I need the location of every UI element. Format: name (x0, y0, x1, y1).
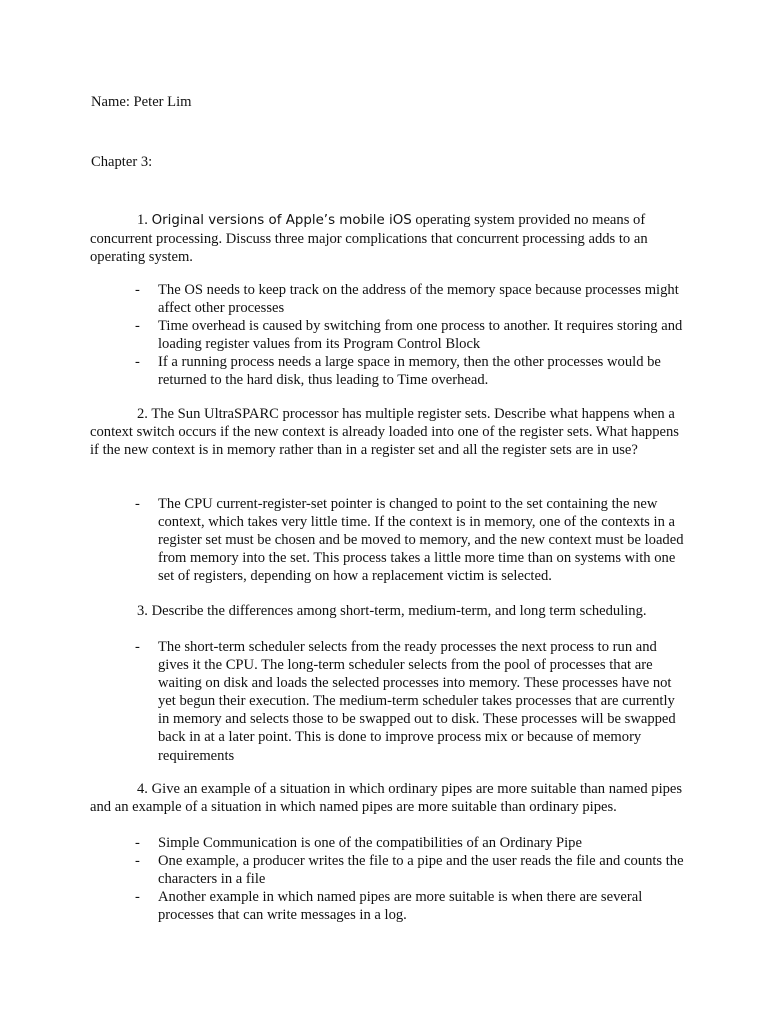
list-item (135, 834, 687, 852)
answer-list-1 (135, 281, 687, 390)
question-1-number: 1. (137, 212, 152, 228)
question-3 (90, 602, 688, 620)
chapter-heading: Chapter 3: (91, 154, 153, 170)
student-name: Name: Peter Lim (91, 94, 192, 110)
answer-list-2 (135, 495, 687, 585)
question-1-text: operating system provided no means of concurrent processing. Discuss three major complications that concurrent processing adds to an operating system. (90, 212, 648, 266)
answer-text: Another example in which named pipes are more suitable is when there are several processes that can write messages in a log. (158, 889, 643, 924)
list-item (135, 353, 687, 389)
list-item (135, 495, 687, 585)
question-1-sans-text: Original versions of Apple’s mobile iOS (151, 213, 412, 228)
answer-list-4 (135, 834, 687, 924)
question-3-text: 3. Describe the differences among short-term, medium-term, and long term scheduling. (137, 603, 647, 619)
bullet-dash: - (135, 835, 140, 851)
list-item (135, 852, 687, 888)
answer-text: The OS needs to keep track on the address of the memory space because processes might affect other processes (158, 282, 679, 317)
question-2 (90, 405, 688, 459)
list-item (135, 317, 687, 353)
bullet-dash: - (135, 354, 140, 371)
bullet-dash: - (135, 889, 140, 906)
question-4 (90, 780, 688, 816)
question-1 (90, 211, 688, 266)
bullet-dash: - (135, 496, 140, 512)
bullet-dash: - (135, 318, 140, 335)
answer-text: If a running process needs a large space in memory, then the other processes would be returned to the hard disk, thus leading to Time overhead. (158, 354, 661, 389)
question-2-text: 2. The Sun UltraSPARC processor has multiple register sets. Describe what happens when a context switch occurs if the new context is already loaded into one of the register sets. What happens if the new context is in memory rather than in a register set and all the register sets are in use? (90, 406, 679, 459)
answer-text: The CPU current-register-set pointer is changed to point to the set containing the new context, which takes very little time. If the context is in memory, one of the contexts in a register set must be chosen and be moved to memory, and the new context must be loaded from memory into the set. This process takes a little more time than on systems with one set of registers, depending on how a replacement victim is selected. (158, 496, 684, 585)
list-item (135, 281, 687, 317)
answer-text: The short-term scheduler selects from the ready processes the next process to run and gives it the CPU. The long-term scheduler selects from the pool of processes that are waiting on disk and loads the selected processes into memory. These processes have not yet begun their execution. The medium-term scheduler takes processes that are currently in memory and selects those to be swapped out to disk. These processes will be swapped back in at a later point. This is done to improve process mix or because of memory requirements (158, 639, 676, 764)
answer-text: Simple Communication is one of the compatibilities of an Ordinary Pipe (158, 835, 582, 851)
answer-list-3 (135, 638, 687, 765)
list-item (135, 888, 687, 924)
answer-text: One example, a producer writes the file to a pipe and the user reads the file and counts the characters in a file (158, 853, 684, 888)
answer-text: Time overhead is caused by switching from one process to another. It requires storing and loading register values from its Program Control Block (158, 318, 683, 353)
question-4-text: 4. Give an example of a situation in which ordinary pipes are more suitable than named pipes and an example of a situation in which named pipes are more suitable than ordinary pipes. (90, 781, 683, 816)
bullet-dash: - (135, 639, 140, 655)
bullet-dash: - (135, 853, 140, 870)
bullet-dash: - (135, 282, 140, 298)
list-item (135, 638, 687, 765)
